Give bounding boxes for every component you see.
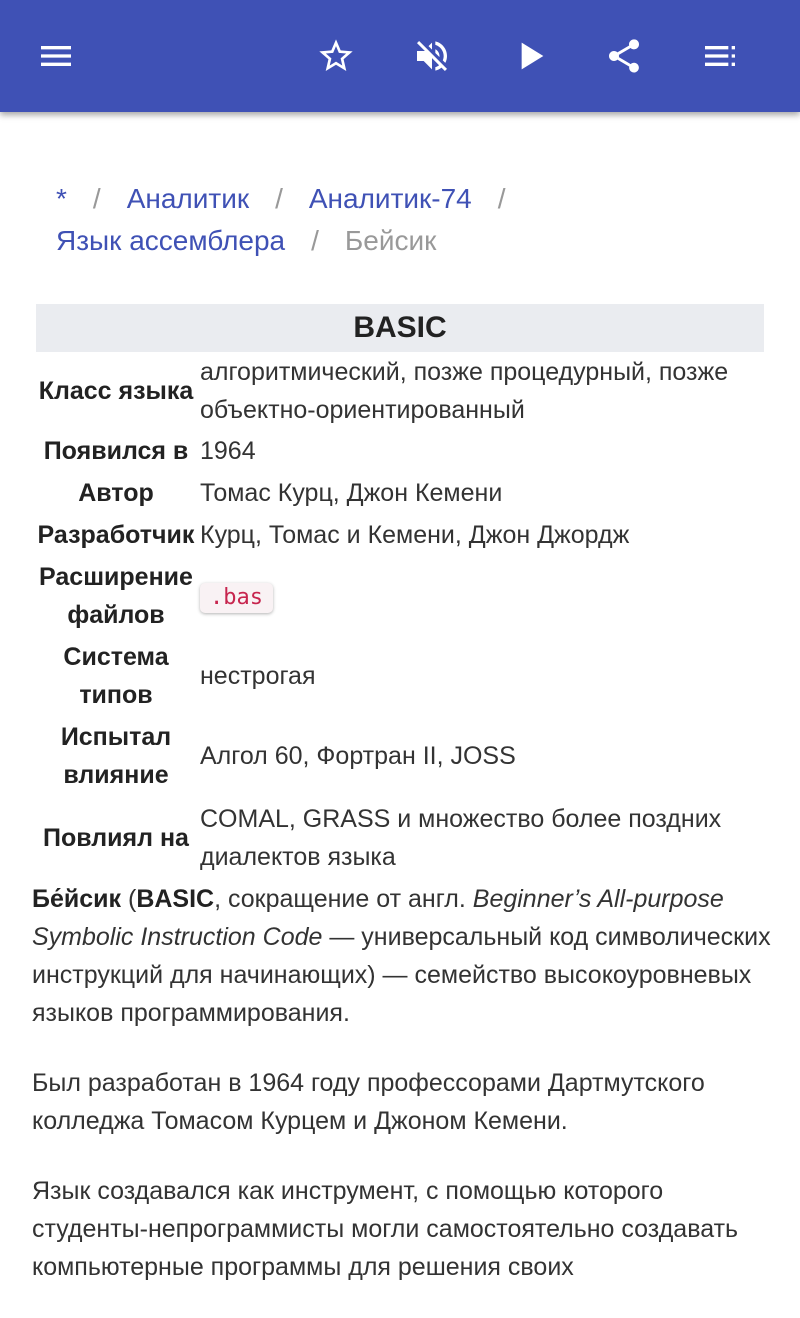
play-button[interactable]	[502, 28, 558, 84]
infobox-title: BASIC	[36, 304, 764, 352]
infobox-row	[36, 514, 764, 556]
infobox-value: нестрогая	[200, 662, 316, 690]
infobox-row	[36, 352, 764, 430]
breadcrumb-separator: /	[275, 183, 283, 214]
infobox-label: Расширение файлов	[39, 563, 193, 629]
breadcrumb-current: Бейсик	[344, 225, 437, 256]
play-icon	[510, 36, 550, 76]
breadcrumb	[56, 178, 756, 262]
infobox-label: Класс языка	[38, 377, 194, 405]
paren-open: (	[121, 885, 137, 913]
share-icon	[604, 36, 644, 76]
infobox-value: алгоритмический, позже процедурный, позже объектно-ориентированный	[200, 358, 729, 424]
infobox-value: COMAL, GRASS и множество более поздних диалектов языка	[200, 805, 722, 871]
breadcrumb-link-assembler[interactable]: Язык ассемблера	[56, 225, 286, 256]
favorite-button[interactable]	[308, 28, 364, 84]
contents-button[interactable]	[692, 28, 748, 84]
breadcrumb-separator: /	[92, 183, 101, 214]
infobox-row	[36, 636, 764, 716]
english-expansion: Beginner’s All-purpose Symbolic Instruction Code	[32, 885, 724, 951]
app-bar	[0, 0, 800, 112]
hamburger-menu-icon	[36, 36, 76, 76]
infobox-label: Разработчик	[37, 521, 195, 549]
infobox-value	[200, 577, 764, 615]
breadcrumb-link-analitik[interactable]: Аналитик	[126, 183, 250, 214]
abbreviation: BASIC	[136, 885, 215, 913]
article-paragraph: Был разработан в 1964 году профессорами Дартмутского колледжа Томасом Курцем и Джоном Кемени.	[32, 1069, 705, 1135]
file-extension-code: .bas	[200, 583, 273, 613]
infobox-label: Повлиял на	[43, 824, 189, 852]
article-body	[32, 880, 772, 1318]
breadcrumb-separator: /	[497, 183, 506, 214]
infobox-value: Курц, Томас и Кемени, Джон Джордж	[200, 521, 630, 549]
article-text: , сокращение от англ.	[214, 885, 473, 913]
list-menu-icon	[700, 36, 740, 76]
breadcrumb-separator: /	[311, 225, 319, 256]
article-text: — универсальный код символических инструкций для начинающих) — семейство высокоуровневых языков программирования.	[32, 923, 771, 1027]
article-title-word: Бе́йсик	[32, 885, 122, 913]
star-outline-icon	[316, 36, 356, 76]
infobox-value: Алгол 60, Фортран II, JOSS	[200, 742, 516, 770]
infobox-label: Автор	[78, 479, 154, 507]
infobox-row	[36, 796, 764, 880]
mute-button[interactable]	[404, 28, 460, 84]
infobox-value: 1964	[200, 437, 256, 465]
breadcrumb-link-root[interactable]: *	[56, 183, 67, 214]
article-paragraph: Язык создавался как инструмент, с помощью которого студенты-непрограммисты могли самостоятельно создавать компьютерные программы для решения своих	[32, 1177, 739, 1281]
volume-off-icon	[412, 36, 452, 76]
infobox-row	[36, 430, 764, 472]
infobox-label: Испытал влияние	[60, 723, 172, 789]
infobox-row	[36, 556, 764, 636]
breadcrumb-link-analitik-74[interactable]: Аналитик-74	[308, 183, 472, 214]
share-button[interactable]	[596, 28, 652, 84]
article-paragraph	[32, 880, 772, 1032]
infobox-value: Томас Курц, Джон Кемени	[200, 479, 503, 507]
infobox-row	[36, 472, 764, 514]
menu-button[interactable]	[28, 28, 84, 84]
infobox	[36, 304, 764, 880]
infobox-label: Система типов	[63, 643, 169, 709]
infobox-label: Появился в	[43, 437, 189, 465]
infobox-row	[36, 716, 764, 796]
